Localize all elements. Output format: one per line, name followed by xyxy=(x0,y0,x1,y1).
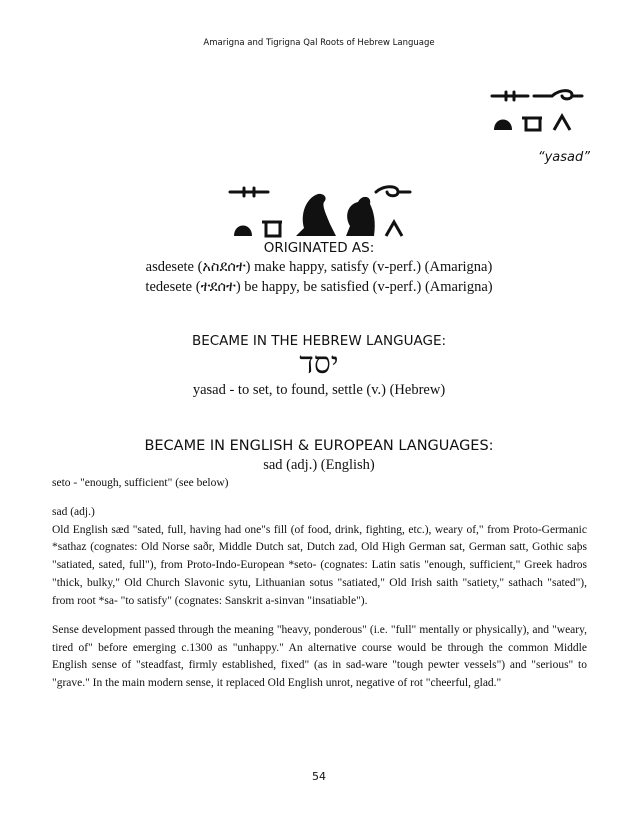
originated-line-1: asdesete (አስደሰተ) make happy, satisfy (v-perf.) (Amarigna) xyxy=(145,259,493,275)
hebrew-heading: BECAME IN THE HEBREW LANGUAGE: xyxy=(191,333,447,349)
body-text xyxy=(52,475,587,693)
originated-heading: ORIGINATED AS: xyxy=(263,240,375,256)
hebrew-word: יסד xyxy=(299,346,339,381)
sad-label: sad (adj.) xyxy=(52,505,95,518)
originated-line-2: tedesete (ተደሰተ) be happy, be satisfied (v-perf.) (Amarigna) xyxy=(145,279,493,295)
transliteration-caption: “yasad” xyxy=(537,150,590,165)
running-header: Amarigna and Tigrigna Qal Roots of Hebrew Language xyxy=(203,38,435,48)
page-number: 54 xyxy=(312,770,326,783)
hieroglyph-group-small-icon xyxy=(488,86,584,136)
paragraph-2: Sense development passed through the meaning "heavy, ponderous" (i.e. "full" mentally or physically), and "weary, tired of" before emerging c.1300 as "unhappy." An alternative course would be through the common Middle English sense of "steadfast, firmly established, fixed" (as in sad-ware "tough pewter vessels") and "serious" to "grave." In the main modern sense, it replaced Old English unrot, negative of rot "cheerful, glad." xyxy=(52,623,587,690)
hebrew-line: yasad - to set, to found, settle (v.) (Hebrew) xyxy=(192,382,446,398)
hieroglyph-group-large-icon xyxy=(226,184,412,240)
english-heading: BECAME IN ENGLISH & EUROPEAN LANGUAGES: xyxy=(144,438,494,454)
paragraph-1: Old English sæd "sated, full, having had one"s fill (of food, drink, fighting, etc.), weary of," from Proto-Germanic *sathaz (cognates: Old Norse saðr, Middle Dutch sat, Dutch zad, Old High German sat, German satt, Gothic saþs "satiated, sated, full"), from Proto-Indo-European *seto- (cognates: Latin satis "enough, sufficient," Greek hadros "thick, bulky," Old Church Slavonic sytu, Lithuanian sotus "satiated," Old Irish saith "satiety," sathach "sated"), from root *sa- "to satisfy" (cognates: Sanskrit a-sinvan "insatiable"). xyxy=(52,523,587,607)
seto-line: seto - "enough, sufficient" (see below) xyxy=(52,477,229,489)
english-line: sad (adj.) (English) xyxy=(263,457,375,473)
